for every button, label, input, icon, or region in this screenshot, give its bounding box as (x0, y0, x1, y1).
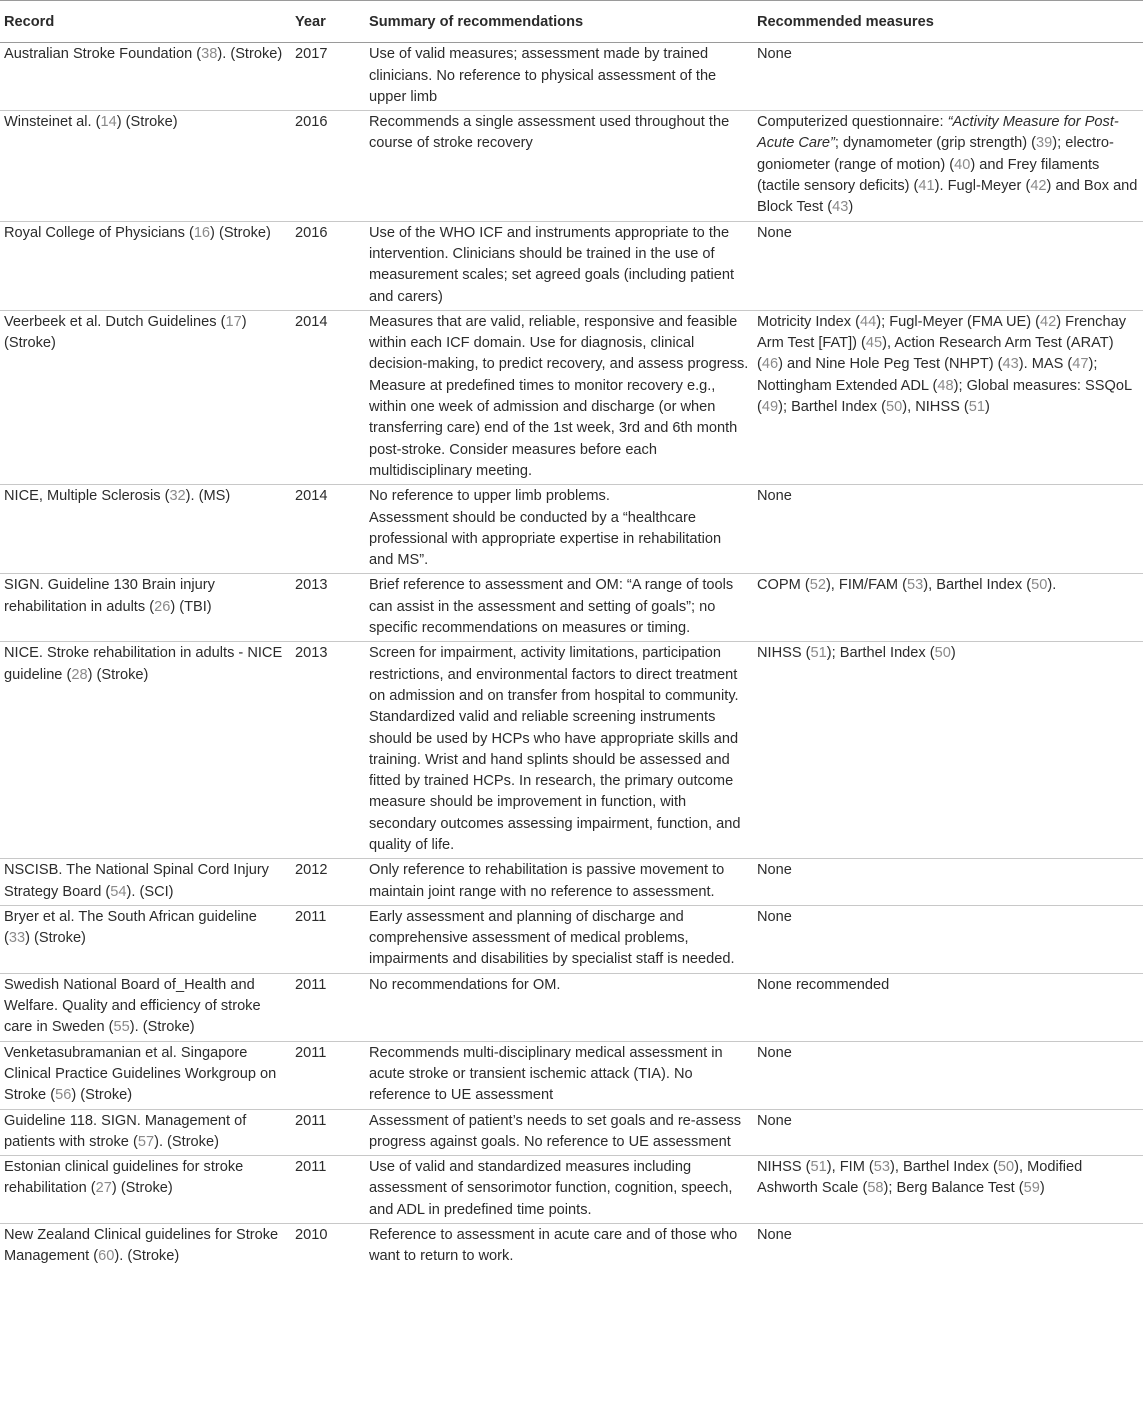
text-run: ), Barthel Index ( (923, 577, 1032, 594)
text-run: SIGN. Guideline 130 Brain injury rehabilitation in adults ( (4, 577, 215, 615)
table-row (0, 43, 1143, 111)
text-run: ); electro-goniometer (range of motion) ( (757, 135, 1114, 173)
header-record: Record (0, 1, 290, 43)
citation-link[interactable]: 60 (98, 1248, 115, 1265)
measures-cell (753, 574, 1143, 642)
table-row (0, 1156, 1143, 1224)
text-run: ), Action Research Arm Test (ARAT) ( (757, 335, 1114, 373)
year-cell: 2014 (290, 310, 365, 484)
text-run: ). (Stroke) (129, 1019, 195, 1036)
text-run: ), FIM/FAM ( (825, 577, 908, 594)
table-row (0, 1041, 1143, 1109)
table-row (0, 111, 1143, 221)
text-run: Use of the WHO ICF and instruments appropriate to the intervention. Clinicians should be trained in the use of measurement scales; set agreed goals (including patient and carers) (369, 224, 735, 305)
text-run: ) (TBI) (170, 598, 212, 615)
citation-link[interactable]: 50 (934, 645, 951, 662)
text-run: ) (Stroke) (4, 313, 247, 352)
measures-cell (753, 111, 1143, 221)
summary-cell (365, 485, 753, 574)
table-row (0, 221, 1143, 310)
year-cell: 2016 (290, 111, 365, 221)
citation-link[interactable]: 59 (1023, 1180, 1040, 1197)
text-run: ) (Stroke) (210, 224, 271, 241)
summary-paragraph (369, 112, 749, 155)
summary-paragraph (369, 508, 749, 572)
text-run: Measure at predefined times to monitor recovery e.g., within one week of admission and discharge (or when transferring care) end of the 1st week, 3rd and 6th month post-stroke. Consider measures before each multidisciplinary meeting. (369, 377, 738, 479)
summary-cell (365, 1156, 753, 1224)
text-run: None recommended (757, 976, 890, 993)
table-row (0, 905, 1143, 973)
text-run: ) (950, 645, 956, 662)
text-run: ). (1047, 577, 1057, 594)
summary-cell (365, 1041, 753, 1109)
year-cell: 2014 (290, 485, 365, 574)
text-run: Winsteinet al. ( (4, 114, 101, 131)
summary-paragraph (369, 975, 749, 996)
text-run: ) (Stroke) (116, 114, 178, 131)
summary-paragraph (369, 707, 749, 856)
year-cell: 2011 (290, 973, 365, 1041)
citation-link[interactable]: 51 (810, 645, 827, 662)
year-cell: 2013 (290, 642, 365, 859)
measures-cell (753, 1156, 1143, 1224)
table-row (0, 859, 1143, 906)
text-run: None (757, 908, 792, 925)
summary-paragraph (369, 312, 749, 376)
text-run: ; dynamometer (grip strength) ( (834, 135, 1037, 152)
text-run: Computerized questionnaire: (757, 114, 948, 131)
table-row (0, 574, 1143, 642)
text-run: ). (MS) (185, 488, 231, 505)
summary-cell (365, 859, 753, 906)
text-run: None (757, 224, 792, 241)
summary-cell (365, 905, 753, 973)
text-run: Bryer et al. The South African guideline ( (4, 908, 257, 947)
text-run: ) (1039, 1180, 1045, 1197)
text-run: Motricity Index ( (757, 313, 860, 330)
table-row (0, 1224, 1143, 1270)
year-cell: 2016 (290, 221, 365, 310)
text-run: New Zealand Clinical guidelines for Stroke Management ( (4, 1227, 279, 1265)
italic-text: “Activity Measure for Post-Acute Care” (757, 114, 1119, 152)
year-cell: 2011 (290, 1156, 365, 1224)
citation-link[interactable]: 50 (1031, 577, 1048, 594)
text-run: ) (Stroke) (111, 1180, 173, 1197)
citation-link[interactable]: 55 (113, 1019, 130, 1036)
header-row (0, 1, 1143, 43)
measures-cell (753, 642, 1143, 859)
record-cell (0, 485, 290, 574)
text-run: Australian Stroke Foundation ( (4, 46, 202, 63)
table-row (0, 485, 1143, 574)
citation-link[interactable]: 27 (95, 1180, 112, 1197)
citation-link[interactable]: 58 (867, 1180, 884, 1197)
citation-link[interactable]: 40 (954, 156, 971, 173)
measures-cell (753, 1109, 1143, 1156)
text-run: ); Berg Balance Test ( (883, 1180, 1024, 1197)
summary-paragraph (369, 1157, 749, 1221)
year-cell: 2013 (290, 574, 365, 642)
table-row (0, 642, 1143, 859)
summary-cell (365, 310, 753, 484)
summary-cell (365, 1224, 753, 1270)
text-run: None (757, 1112, 792, 1129)
year-cell: 2011 (290, 1109, 365, 1156)
citation-link[interactable]: 52 (809, 577, 826, 594)
text-run: ) (Stroke) (25, 930, 86, 947)
table-row (0, 973, 1143, 1041)
text-run: Early assessment and planning of discharge and comprehensive assessment of medical problems, impairments and disabilities by specialist staff is needed. (369, 908, 735, 968)
text-run: Royal College of Physicians ( (4, 224, 194, 241)
citation-link[interactable]: 39 (1036, 135, 1053, 152)
summary-paragraph (369, 1043, 749, 1107)
text-run: ) and Nine Hole Peg Test (NHPT) ( (778, 356, 1003, 373)
text-run: None (757, 862, 792, 879)
text-run: ) Frenchay Arm Test [FAT]) ( (757, 313, 1126, 352)
citation-link[interactable]: 26 (154, 598, 171, 615)
record-cell (0, 43, 290, 111)
text-run: NIHSS ( (757, 1159, 811, 1176)
text-run: ) (Stroke) (87, 666, 149, 683)
citation-link[interactable]: 47 (1072, 356, 1089, 373)
text-run: Only reference to rehabilitation is passive movement to maintain joint range with no reference to assessment. (369, 862, 725, 900)
table-row (0, 310, 1143, 484)
citation-link[interactable]: 14 (100, 114, 117, 131)
text-run: ). Fugl-Meyer ( (934, 178, 1031, 195)
summary-cell (365, 43, 753, 111)
record-cell (0, 111, 290, 221)
text-run: Recommends a single assessment used throughout the course of stroke recovery (369, 114, 730, 152)
text-run: ); Barthel Index ( (826, 645, 935, 662)
text-run: ), FIM ( (826, 1159, 874, 1176)
record-cell (0, 1156, 290, 1224)
text-run: Brief reference to assessment and OM: “A range of tools can assist in the assessment and setting of goals”; no specific recommendations on measures or timing. (369, 577, 734, 637)
text-run: ). (Stroke) (217, 46, 283, 63)
text-run: None (757, 488, 792, 505)
text-run: ); Nottingham Extended ADL ( (757, 356, 1098, 394)
record-cell (0, 859, 290, 906)
text-run: No recommendations for OM. (369, 976, 561, 993)
text-run: NSCISB. The National Spinal Cord Injury Strategy Board ( (4, 862, 269, 900)
text-run: ). MAS ( (1018, 356, 1073, 373)
measures-cell (753, 485, 1143, 574)
measures-cell (753, 43, 1143, 111)
citation-link[interactable]: 28 (71, 666, 88, 683)
summary-cell (365, 1109, 753, 1156)
summary-paragraph (369, 1225, 749, 1268)
text-run: Standardized valid and reliable screening instruments should be used by HCPs who have appropriate skills and training. Wrist and hand splints should be assessed and fitted by trained HCPs. In research, the primary outcome measure should be improvement in function, with secondary outcomes assessing impairment, function, and quality of life. (369, 709, 741, 853)
header-summary: Summary of recommendations (365, 1, 753, 43)
text-run: ) and Box and Block Test ( (757, 178, 1138, 216)
text-run: ), Modified Ashworth Scale ( (757, 1159, 1083, 1197)
text-run: Assessment should be conducted by a “healthcare professional with appropriate expertise in rehabilitation and MS”. (369, 509, 722, 569)
citation-link[interactable]: 53 (907, 577, 924, 594)
citation-link[interactable]: 46 (761, 356, 779, 373)
record-cell (0, 221, 290, 310)
text-run: ), NIHSS ( (902, 399, 969, 416)
text-run: ) (Stroke) (71, 1087, 133, 1104)
text-run: Recommends multi-disciplinary medical assessment in acute stroke or transient ischemic attack (TIA). No reference to UE assessment (369, 1044, 723, 1104)
header-measures: Recommended measures (753, 1, 1143, 43)
text-run: NICE, Multiple Sclerosis ( (4, 488, 170, 505)
table-body (0, 43, 1143, 1270)
text-run: NIHSS ( (757, 645, 811, 662)
measures-cell (753, 310, 1143, 484)
summary-paragraph (369, 486, 749, 507)
text-run: Veerbeek et al. Dutch Guidelines ( (4, 313, 226, 330)
text-run: ). (Stroke) (114, 1248, 180, 1265)
year-cell: 2011 (290, 905, 365, 973)
text-run: ) (984, 399, 990, 416)
text-run: Venketasubramanian et al. Singapore Clinical Practice Guidelines Workgroup on Stroke ( (4, 1044, 277, 1104)
summary-cell (365, 973, 753, 1041)
text-run: ); Barthel Index ( (778, 399, 886, 416)
table-row (0, 1109, 1143, 1156)
text-run: COPM ( (757, 577, 810, 594)
citation-link[interactable]: 51 (810, 1159, 827, 1176)
record-cell (0, 642, 290, 859)
text-run: None (757, 1227, 792, 1244)
measures-cell (753, 859, 1143, 906)
record-cell (0, 1224, 290, 1270)
text-run: ), Barthel Index ( (890, 1159, 998, 1176)
summary-paragraph (369, 575, 749, 639)
text-run: Use of valid and standardized measures including assessment of sensorimotor function, cognition, speech, and ADL in predefined time points. (369, 1159, 733, 1218)
text-run: ); Fugl-Meyer (FMA UE) ( (876, 313, 1041, 330)
text-run: ). (Stroke) (154, 1133, 219, 1150)
summary-paragraph (369, 1111, 749, 1154)
citation-link[interactable]: 16 (193, 224, 211, 241)
year-cell: 2010 (295, 1227, 328, 1244)
year-cell: 2011 (290, 1041, 365, 1109)
summary-paragraph (369, 223, 749, 308)
summary-cell (365, 221, 753, 310)
citation-link[interactable]: 56 (55, 1087, 72, 1104)
year-cell: 2017 (290, 43, 365, 111)
citation-link[interactable]: 17 (225, 313, 242, 330)
text-run: NICE. Stroke rehabilitation in adults - NICE guideline ( (4, 645, 283, 683)
citation-link[interactable]: 50 (997, 1159, 1015, 1176)
year-cell: 2012 (290, 859, 365, 906)
summary-paragraph (369, 44, 749, 108)
record-cell (0, 905, 290, 973)
text-run: Reference to assessment in acute care and of those who want to return to work. (369, 1227, 738, 1265)
record-cell (0, 310, 290, 484)
text-run: Guideline 118. SIGN. Management of patients with stroke ( (4, 1112, 247, 1150)
citation-link[interactable]: 48 (937, 377, 954, 394)
summary-cell (365, 642, 753, 859)
record-cell (0, 1041, 290, 1109)
citation-link[interactable]: 42 (1040, 313, 1057, 330)
summary-cell (365, 574, 753, 642)
citation-link[interactable]: 38 (201, 46, 218, 63)
text-run: Estonian clinical guidelines for stroke rehabilitation ( (4, 1159, 244, 1197)
text-run: No reference to upper limb problems. (369, 488, 610, 505)
measures-cell (753, 905, 1143, 973)
text-run: ). (SCI) (126, 883, 174, 900)
citation-link[interactable]: 57 (137, 1133, 155, 1150)
citation-link[interactable]: 32 (169, 488, 186, 505)
text-run: None (757, 1044, 792, 1061)
text-run: None (757, 46, 792, 63)
citation-link[interactable]: 42 (1030, 178, 1047, 195)
record-cell (0, 574, 290, 642)
citation-link[interactable]: 43 (1002, 356, 1019, 373)
text-run: Swedish National Board of_Health and Welfare. Quality and efficiency of stroke care in Sweden ( (4, 976, 261, 1036)
citation-link[interactable]: 41 (918, 178, 935, 195)
text-run: Use of valid measures; assessment made by trained clinicians. No reference to physical assessment of the upper limb (369, 46, 717, 105)
summary-paragraph (369, 643, 749, 707)
measures-cell (753, 221, 1143, 310)
citation-link[interactable]: 51 (968, 399, 985, 416)
citation-link[interactable]: 43 (832, 199, 849, 216)
citation-link[interactable]: 49 (761, 399, 779, 416)
citation-link[interactable]: 45 (865, 335, 883, 352)
text-run: Screen for impairment, activity limitations, participation restrictions, and environmental factors to direct treatment on admission and on transfer from hospital to community. (369, 645, 739, 704)
text-run: Measures that are valid, reliable, responsive and feasible within each ICF domain. Use for diagnosis, clinical decision-making, to predict recovery, and assess progress. (369, 313, 749, 373)
citation-link[interactable]: 54 (110, 883, 127, 900)
measures-cell (753, 973, 1143, 1041)
summary-cell (365, 111, 753, 221)
header-year: Year (290, 1, 365, 43)
text-run: Assessment of patient’s needs to set goals and re-assess progress against goals. No reference to UE assessment (369, 1112, 742, 1150)
measures-cell (753, 1041, 1143, 1109)
text-run: ) and Frey filaments (tactile sensory deficits) ( (757, 156, 1100, 195)
text-run: ) (848, 199, 854, 216)
citation-link[interactable]: 44 (860, 313, 877, 330)
summary-paragraph (369, 860, 749, 903)
text-run: ); Global measures: SSQoL ( (757, 377, 1132, 416)
record-cell (0, 973, 290, 1041)
citation-link[interactable]: 50 (886, 399, 903, 416)
citation-link[interactable]: 53 (873, 1159, 890, 1176)
measures-cell (753, 1224, 1143, 1270)
record-cell (0, 1109, 290, 1156)
summary-paragraph (369, 376, 749, 482)
citation-link[interactable]: 33 (8, 930, 26, 947)
summary-paragraph (369, 907, 749, 971)
